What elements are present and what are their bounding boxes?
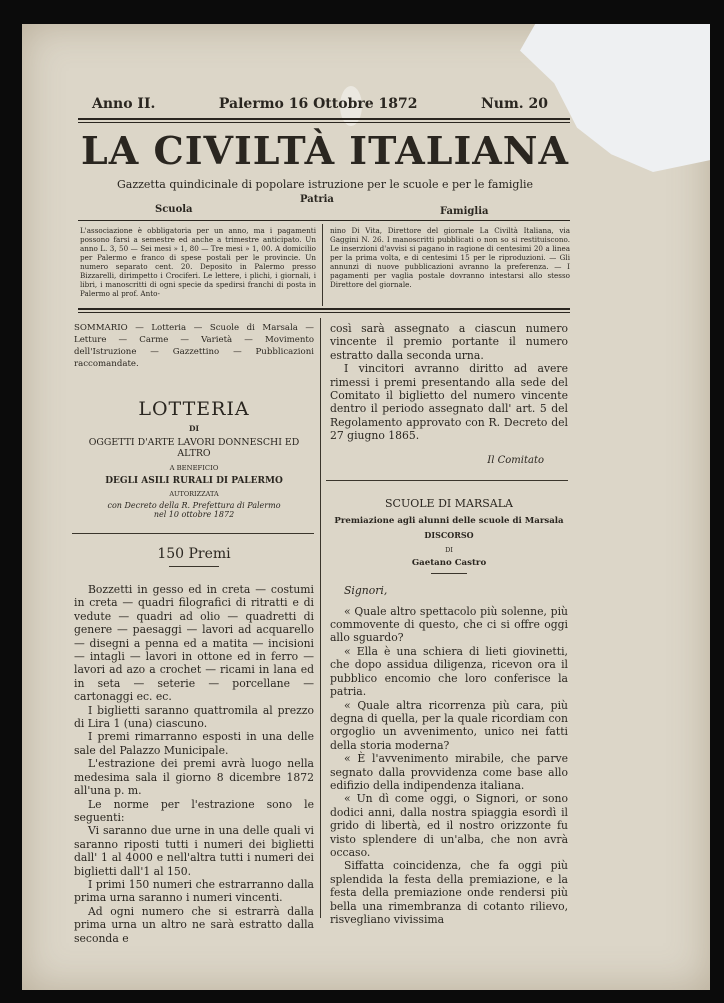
section-rule: [326, 480, 568, 481]
author-rule: [431, 573, 467, 574]
prizes-heading: 150 Premi: [157, 546, 231, 562]
header-bottom-rule-thin: [78, 312, 570, 313]
paragraph: I biglietti saranno quattromila al prezzo di Lira 1 (una) ciascuno.: [74, 703, 314, 731]
header-bottom-rule: [78, 308, 570, 310]
paragraph: Le norme per l'estrazione sono le seguenti:: [74, 797, 314, 824]
speech-text: [330, 605, 568, 927]
paragraph: Vi saranno due urne in una delle quali vi saranno riposti tutti i numeri dei biglietti dall' 1 al 4000 e nell'altra tutti i numeri dei biglietti dall'1 al 150.: [74, 824, 314, 878]
paragraph: I primi 150 numeri che estrarranno dalla prima urna saranno i numeri vincenti.: [74, 877, 314, 905]
paragraph: Ad ogni numero che si estrarrà dalla prima urna un altro ne sarà estratto dalla seconda e: [74, 904, 314, 945]
paragraph: I premi rimarranno esposti in una delle sale del Palazzo Municipale.: [74, 730, 314, 757]
author-name: Gaetano Castro: [411, 557, 487, 568]
notice-left: L'associazione è obbligatoria per un anno, ma i pagamenti possono farsi a semestre ed anche a trimestre anticipato. Un anno L. 3, 50 — Sei mesi » 1, 80 — Tre mesi » 1, 00. A domicilio per Palermo e franco di spese postali per le provincie. Un numero separato cent. 20. Deposito in Palermo presso Bizzarelli, dirimpetto i Crociferi. Le lettere, i plichi, i giornali, i libri, i manoscritti di ogni specie da spedirsi franchi di posta in Palermo al prof. Anto-: [80, 226, 316, 298]
lotteria-asili: DEGLI ASILI RURALI DI PALERMO: [105, 476, 283, 486]
top-rule: [78, 118, 570, 120]
discorso-label: DISCORSO: [424, 529, 474, 540]
number-label: Num. 20: [480, 96, 548, 112]
paragraph: Bozzetti in gesso ed in creta — costumi in creta — quadri filografici di ritratti e di vedute — quadri ad olio — quadretti di genere — paesaggi — lavori ad acquarello — disegni a penna ed a matita — incisioni — intagli — lavori in ottone ed in ferro — lavori ad azo a crochet — ricami in lana ed in seta — seterie — porcellane — cartonaggi ec. ec.: [74, 583, 314, 704]
lotteria-decree-date: nel 10 ottobre 1872: [153, 510, 235, 519]
lotteria-benefit: A BENEFICIO: [169, 464, 219, 472]
paragraph: L'estrazione dei premi avrà luogo nella medesima sala il giorno 8 dicembre 1872 all'una p. m.: [74, 757, 314, 798]
paragraph: « Ella è una schiera di lieti giovinetti, che dopo assidua diligenza, ricevon ora il pubblico encomio che loro conferisce la patria.: [330, 644, 568, 699]
paragraph: « Quale altra ricorrenza più cara, più degna di quella, per la quale ricordiam con orgoglio un avvenimento, unico nei fatti della storia moderna?: [330, 698, 568, 752]
notice-right: nino Di Vita, Direttore del giornale La Civiltà Italiana, via Gaggini N. 26. I manoscritti pubblicati o non so si restituiscono. Le inserzioni d'avvisi si pagano in ragione di centesimi 20 a linea per la prima volta, e di centesimi 15 per le riproduzioni. — Gli annunzi di nuove pubblicazioni avranno la preferenza. — I pagamenti per vaglia postale dovranno intestarsi allo stesso Direttore del giornale.: [330, 226, 570, 289]
section-subheading: Premiazione agli alunni delle scuole di Marsala: [334, 515, 564, 526]
top-rule-thin: [78, 122, 570, 123]
summary: SOMMARIO — Lotteria — Scuole di Marsala — Letture — Carme — Varietà — Movimento dell'Istruzione — Gazzettino — Pubblicazioni raccomandate.: [74, 323, 314, 369]
newspaper-title: LA CIVILTÀ ITALIANA: [81, 128, 569, 173]
left-column: [74, 322, 314, 945]
column-divider: [320, 318, 321, 918]
year-label: Anno II.: [92, 96, 156, 112]
signature: Il Comitato: [487, 454, 544, 466]
notice-divider: [322, 224, 323, 306]
lotteria-di: DI: [188, 424, 199, 433]
section-rule: [72, 533, 314, 534]
paragraph: « È l'avvenimento mirabile, che parve segnato dalla provvidenza come base allo edifizio della indipendenza italiana.: [330, 752, 568, 792]
masthead-row: [92, 96, 548, 112]
paragraph: Siffatta coincidenza, che fa oggi più splendida la festa della premiazione, e la festa della premiazione onde rendersi più bella una rimembranza di cotanto rilievo, risvegliano vivissima: [330, 859, 568, 926]
lotteria-objects: OGGETTI D'ARTE LAVORI DONNESCHI ED ALTRO: [88, 437, 300, 459]
discorso-di: DI: [445, 545, 453, 554]
paragraph: così sarà assegnato a ciascun numero vincente il premio portante il numero estratto dalla seconda urna.: [330, 322, 568, 362]
lotteria-auth: AUTORIZZATA: [169, 490, 219, 498]
lotteria-decree: con Decreto della R. Prefettura di Palermo: [107, 501, 281, 510]
date-label: Palermo 16 Ottobre 1872: [218, 96, 418, 112]
prizes-rule: [169, 566, 219, 567]
notice-top-rule: [78, 220, 570, 221]
right-column: [330, 322, 568, 926]
lotteria-continued: [330, 322, 568, 443]
newspaper-subtitle: Gazzetta quindicinale di popolare istruzione per le scuole e per le famiglie: [116, 178, 534, 191]
paragraph: « Quale altro spettacolo più solenne, più commovente di questo, che ci si offre oggi allo sguardo?: [330, 604, 568, 645]
motto-right: Famiglia: [440, 206, 489, 217]
greeting: Signori,: [344, 583, 388, 597]
paragraph: « Un dì come oggi, o Signori, or sono dodici anni, dalla nostra spiaggia esordì il grido di libertà, ed il nostro orizzonte fu visto splendere di un'alba, che non avrà occaso.: [330, 792, 568, 859]
lotteria-text: [74, 583, 314, 945]
section-heading: SCUOLE DI MARSALA: [385, 496, 513, 510]
lotteria-heading: LOTTERIA: [138, 398, 250, 420]
motto-center: Patria: [300, 194, 334, 205]
motto-left: Scuola: [155, 204, 193, 215]
paragraph: I vincitori avranno diritto ad avere rimessi i premi presentando alla sede del Comitato il biglietto del numero vincente dentro il periodo assegnato dall' art. 5 del Regolamento approvato con R. Decreto del 27 giugno 1865.: [330, 362, 568, 443]
